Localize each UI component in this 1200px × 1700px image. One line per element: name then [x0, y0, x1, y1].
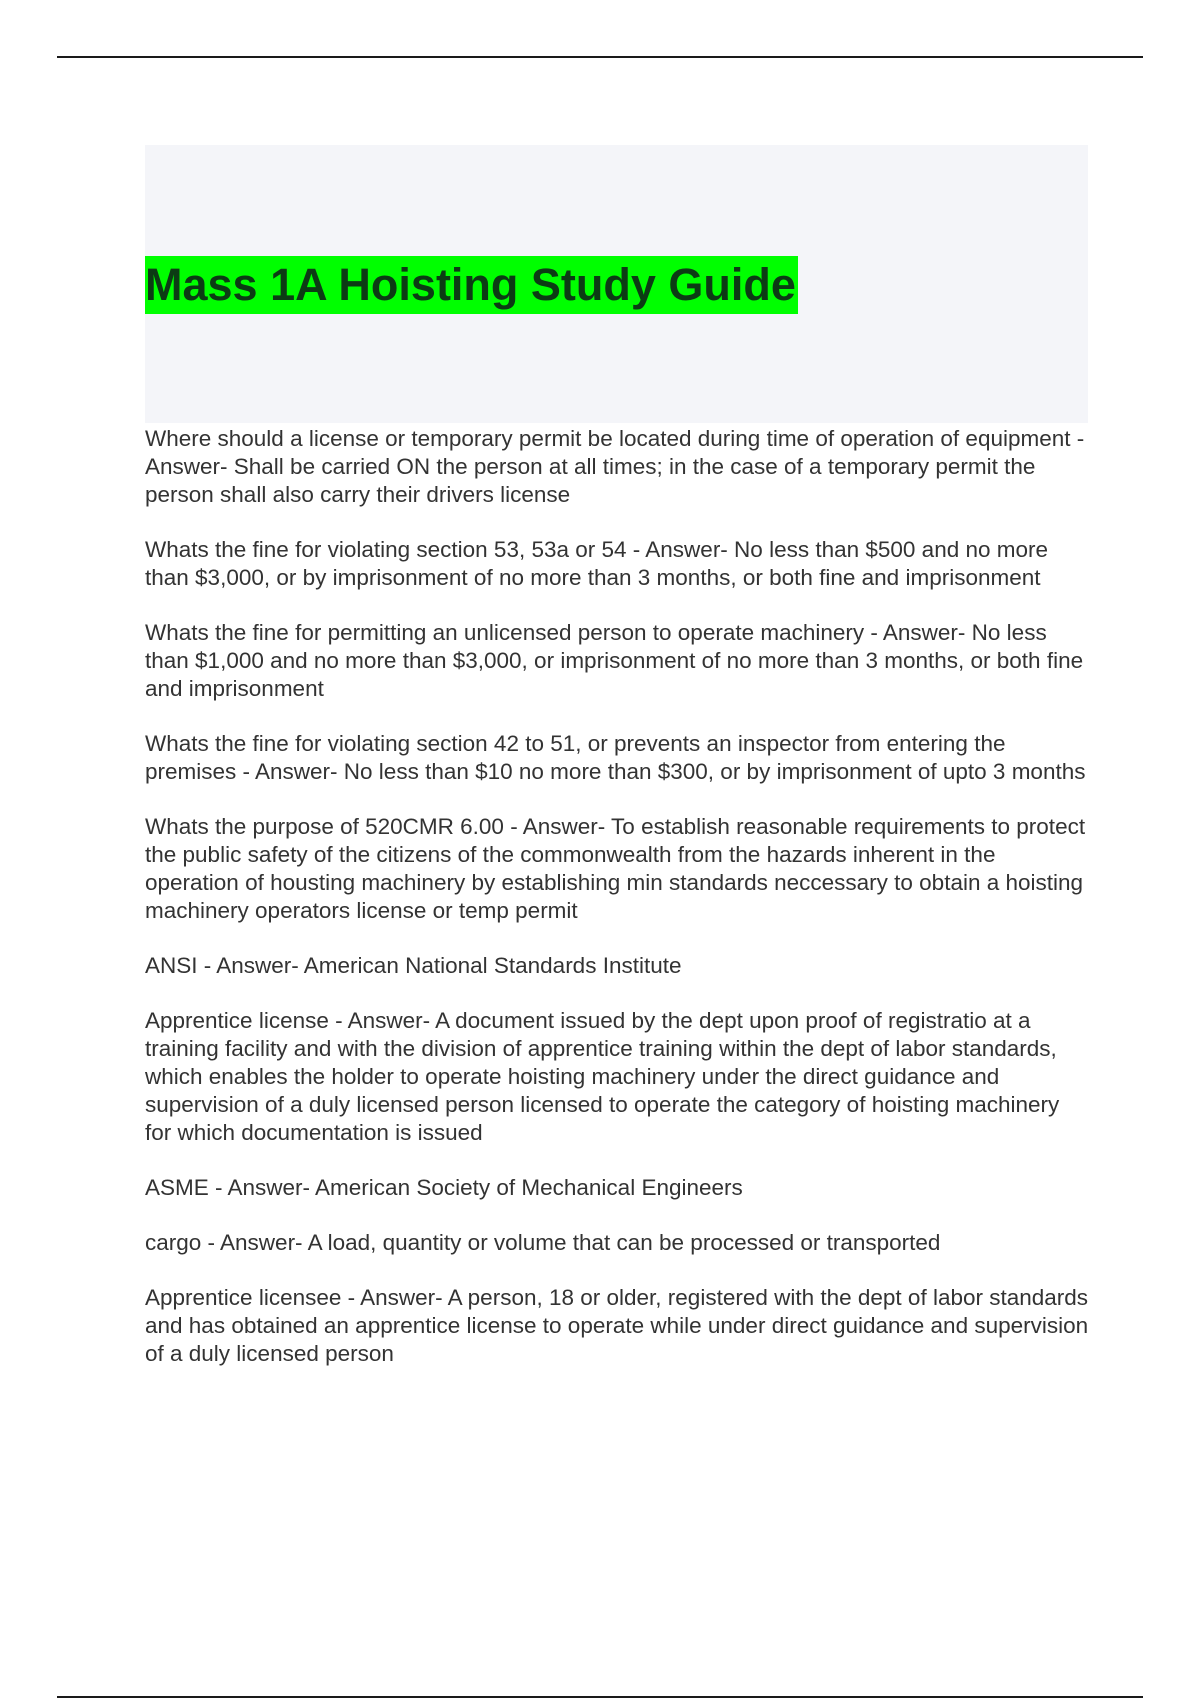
qa-entry-apprentice-licensee: Apprentice licensee - Answer- A person, 18 or older, registered with the dept of labor standards and has obtained an apprentice license to operate while under direct guidance and supervision of a duly licensed person — [145, 1285, 1089, 1366]
footer-rule — [57, 1696, 1143, 1698]
qa-entry-asme: ASME - Answer- American Society of Mechanical Engineers — [145, 1175, 743, 1200]
qa-entry-ansi: ANSI - Answer- American National Standards Institute — [145, 953, 682, 978]
qa-list — [145, 425, 1090, 1395]
qa-entry-fine-unlicensed: Whats the fine for permitting an unlicensed person to operate machinery - Answer- No less than $1,000 and no more than $3,000, or imprisonment of no more than 3 months, or both fine and imprisonment — [145, 620, 1084, 701]
qa-entry-fine-section-53: Whats the fine for violating section 53, 53a or 54 - Answer- No less than $500 and no more than $3,000, or by imprisonment of no more than 3 months, or both fine and imprisonment — [145, 537, 1049, 590]
document-title: Mass 1A Hoisting Study Guide — [145, 256, 798, 314]
qa-entry-purpose-520cmr: Whats the purpose of 520CMR 6.00 - Answer- To establish reasonable requirements to protect the public safety of the citizens of the commonwealth from the hazards inherent in the operation of housting machinery by establishing min standards neccessary to obtain a hoisting machinery operators license or temp permit — [145, 814, 1086, 923]
qa-entry-license-location: Where should a license or temporary permit be located during time of operation of equipment - Answer- Shall be carried ON the person at all times; in the case of a temporary permit the person shall also carry their drivers license — [145, 426, 1085, 507]
qa-entry-fine-section-42: Whats the fine for violating section 42 to 51, or prevents an inspector from entering the premises - Answer- No less than $10 no more than $300, or by imprisonment of upto 3 months — [145, 731, 1086, 784]
header-rule — [57, 56, 1143, 58]
qa-entry-apprentice-license: Apprentice license - Answer- A document issued by the dept upon proof of registratio at a training facility and with the division of apprentice training within the dept of labor standards, which enables the holder to operate hoisting machinery under the direct guidance and supervision of a duly licensed person licensed to operate the category of hoisting machinery for which documentation is issued — [145, 1008, 1060, 1145]
qa-entry-cargo: cargo - Answer- A load, quantity or volume that can be processed or transported — [145, 1230, 941, 1255]
